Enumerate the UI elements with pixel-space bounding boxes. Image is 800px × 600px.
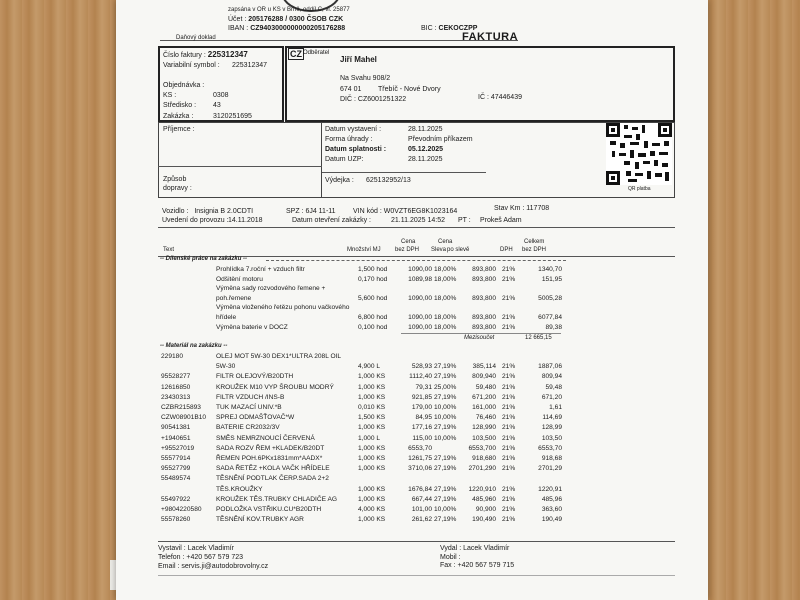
tax-date-label: Datum UZP: bbox=[325, 156, 364, 163]
cell-price: 6553,70 bbox=[408, 444, 432, 452]
cell-code: CZW08901B10 bbox=[161, 414, 207, 422]
center-label: Středisko : bbox=[163, 102, 197, 109]
ks-value: 0308 bbox=[213, 92, 229, 99]
variable-symbol-label: Variabilní symbol : bbox=[163, 62, 220, 69]
customer-city: Třebíč - Nové Dvory bbox=[378, 86, 441, 93]
center-value: 43 bbox=[213, 102, 221, 109]
cell-dph: 21% bbox=[502, 404, 516, 411]
tax-date-value: 28.11.2025 bbox=[408, 156, 443, 163]
email: Email : servis.ji@autodobrovolny.cz bbox=[158, 563, 269, 570]
cell-code: 55489574 bbox=[161, 475, 191, 483]
due-date-label: Datum splatnosti : bbox=[325, 146, 387, 153]
cell-code: 23430313 bbox=[161, 393, 191, 401]
cell-price: 1261,75 bbox=[408, 455, 432, 462]
cell-text: SADA ROZV ŘEM +KLADEK/B20DT bbox=[216, 444, 325, 452]
cell-text: SMĚS NEMRZNOUCÍ ČERVENÁ bbox=[216, 434, 315, 442]
shipping-label-2: dopravy : bbox=[163, 185, 192, 192]
table-row bbox=[116, 384, 708, 393]
cell-text: KROUŽEK TĚS.TRUBKY CHLADIČE AG bbox=[216, 495, 338, 503]
cell-price: 528,93 bbox=[411, 363, 432, 371]
table-row bbox=[116, 394, 708, 403]
table-row bbox=[116, 486, 708, 495]
cell-price: 921,85 bbox=[411, 393, 432, 401]
cell-dph: 21% bbox=[502, 266, 516, 273]
payment-method-value: Převodním příkazem bbox=[408, 136, 473, 143]
table-row bbox=[116, 324, 708, 333]
invoice-number: Číslo faktury : 225312347 bbox=[163, 50, 248, 59]
cell-code: +95527019 bbox=[161, 444, 195, 452]
first-registration-value: 14.11.2018 bbox=[228, 217, 263, 224]
order-label: Objednávka : bbox=[163, 82, 205, 89]
issued-by: Vystavil : Lacek Vladimír bbox=[158, 545, 234, 552]
cell-qty: 1,500 hod bbox=[358, 266, 388, 273]
cell-disc: 27,19% bbox=[434, 373, 457, 381]
cell-disc: 10,00% bbox=[434, 434, 457, 442]
due-date-value: 05.12.2025 bbox=[408, 146, 444, 153]
cell-dph: 21% bbox=[502, 383, 516, 391]
technician-label: PT : bbox=[458, 217, 471, 224]
cell-total: 1887,06 bbox=[538, 363, 562, 371]
cell-text: PODLOŽKA VSTŘIKU.CU*B20DTH bbox=[216, 506, 322, 513]
cell-dph: 21% bbox=[502, 314, 516, 321]
issue-date-label: Datum vystavení : bbox=[325, 126, 382, 133]
cell-total: 128,99 bbox=[541, 424, 562, 432]
table-row bbox=[116, 424, 708, 433]
cell-disc: 27,19% bbox=[434, 465, 457, 473]
cell-qty: 1,000 KS bbox=[358, 455, 386, 462]
qr-payment-code bbox=[606, 123, 672, 185]
col-price: Cena bbox=[401, 239, 416, 245]
table-row bbox=[116, 353, 708, 362]
shipping-label: Způsob bbox=[163, 176, 187, 183]
vehicle-divider bbox=[158, 227, 675, 228]
cell-dph: 21% bbox=[502, 275, 516, 283]
job-value: 3120251695 bbox=[213, 113, 252, 120]
col-discount: Sleva bbox=[431, 247, 447, 253]
cell-disc: 27,19% bbox=[434, 455, 457, 462]
cell-after: 893,800 bbox=[472, 314, 496, 321]
cell-text: ŘEMEN POH.6PKx1831mm*AADX* bbox=[216, 455, 323, 462]
subtotal-line bbox=[401, 333, 561, 334]
customer-zip: 674 01 bbox=[340, 86, 362, 93]
cell-price: 1090,00 bbox=[408, 266, 432, 273]
dates-divider bbox=[322, 172, 486, 173]
cell-dph: 21% bbox=[502, 465, 516, 473]
table-row bbox=[116, 435, 708, 444]
cell-total: 671,20 bbox=[541, 393, 562, 401]
phone: Telefon : +420 567 579 723 bbox=[158, 554, 244, 561]
customer-name: Jiří Mahel bbox=[340, 55, 377, 64]
cell-total: 6077,84 bbox=[538, 314, 562, 321]
cell-price: 1676,84 bbox=[408, 485, 432, 493]
fax: Fax : +420 567 579 715 bbox=[440, 562, 515, 569]
cell-disc: 10,00% bbox=[434, 506, 457, 513]
cell-after: 893,800 bbox=[472, 294, 496, 302]
cell-total: 89,38 bbox=[545, 323, 562, 331]
table-row bbox=[116, 414, 708, 423]
customer-ic: IČ : 47446439 bbox=[478, 94, 522, 101]
vehicle-line: Vozidlo : Insignia B 2.0CDTI bbox=[162, 208, 254, 215]
cell-disc: 27,19% bbox=[434, 424, 457, 432]
cell-code: 95527799 bbox=[161, 465, 191, 473]
cell-disc: 18,00% bbox=[434, 275, 457, 283]
customer-dic: DIČ : CZ6001251322 bbox=[340, 96, 407, 103]
technician-value: Prokeš Adam bbox=[480, 217, 522, 224]
cell-text: Výměna baterie v DOCZ bbox=[216, 323, 288, 331]
cell-dph: 21% bbox=[502, 495, 516, 503]
cell-after: 893,800 bbox=[472, 323, 496, 331]
cell-after: 2701,290 bbox=[468, 465, 496, 473]
cell-qty: 6,800 hod bbox=[358, 314, 388, 321]
cell-after: 76,460 bbox=[475, 414, 496, 422]
cell-price: 84,95 bbox=[415, 414, 432, 422]
cell-disc: 27,19% bbox=[434, 485, 457, 493]
cell-after: 918,680 bbox=[472, 455, 496, 462]
cell-text: 5W-30 bbox=[216, 363, 236, 371]
cell-qty: 1,000 KS bbox=[358, 485, 386, 493]
cell-after: 128,990 bbox=[472, 424, 496, 432]
table-row bbox=[116, 363, 708, 372]
cell-text: KROUŽEK M10 VYP ŠROUBU MODRÝ bbox=[216, 383, 334, 391]
job-label: Zakázka : bbox=[163, 113, 194, 120]
cell-after: 809,940 bbox=[472, 373, 496, 381]
cell-qty: 1,000 KS bbox=[358, 373, 386, 381]
cell-text: SPREJ ODMAŠŤOVAČ*W bbox=[216, 414, 295, 422]
variable-symbol-value: 225312347 bbox=[232, 62, 268, 69]
cell-price: 1089,98 bbox=[408, 275, 432, 283]
cell-after: 90,900 bbox=[475, 506, 496, 513]
cell-qty: 1,000 KS bbox=[358, 516, 386, 524]
cell-qty: 1,000 KS bbox=[358, 465, 386, 473]
recipient-divider bbox=[158, 166, 322, 167]
cell-dph: 21% bbox=[502, 444, 516, 452]
col-price-after: Cena bbox=[438, 239, 453, 245]
cell-qty: 4,900 L bbox=[358, 363, 380, 371]
cell-total: 363,60 bbox=[541, 506, 562, 513]
cell-code: 55578260 bbox=[161, 516, 191, 524]
table-row bbox=[116, 314, 708, 323]
cell-text: Výměna vloženého řetězu pohonu vačkového bbox=[216, 304, 350, 312]
mobile: Mobil : bbox=[440, 554, 461, 561]
cell-price: 1090,00 bbox=[408, 323, 432, 331]
cell-after: 6553,700 bbox=[468, 444, 496, 452]
cell-qty: 1,500 KS bbox=[358, 414, 386, 422]
cell-total: 1340,70 bbox=[538, 266, 562, 273]
cell-after: 671,200 bbox=[472, 393, 496, 401]
footer-divider bbox=[158, 541, 675, 542]
cell-total: 6553,70 bbox=[538, 444, 562, 452]
cell-code: +1940651 bbox=[161, 434, 191, 442]
cell-dph: 21% bbox=[502, 455, 516, 462]
cell-text: TĚSNĚNÍ PODTLAK ČERP.SADA 2+2 bbox=[216, 475, 329, 483]
cell-disc: 27,19% bbox=[434, 516, 457, 524]
cell-total: 485,96 bbox=[541, 495, 562, 503]
country-badge: CZ bbox=[290, 49, 302, 59]
cell-total: 918,68 bbox=[541, 455, 562, 462]
cell-price: 3710,06 bbox=[408, 465, 432, 473]
cell-code: 55497922 bbox=[161, 495, 191, 503]
cell-after: 59,480 bbox=[475, 383, 496, 391]
cell-text: poh.řemene bbox=[216, 294, 252, 302]
table-row bbox=[116, 285, 708, 294]
cell-price: 101,00 bbox=[411, 506, 432, 513]
iban-line: IBAN : CZ9403000000000205176288 bbox=[228, 25, 346, 32]
cell-qty: 0,010 KS bbox=[358, 404, 386, 411]
cell-dph: 21% bbox=[502, 294, 516, 302]
cell-dph: 21% bbox=[502, 323, 516, 331]
issue-date-value: 28.11.2025 bbox=[408, 126, 443, 133]
col-vat: DPH bbox=[500, 247, 513, 253]
company-register-line: zapsána v OR u KS v Brně, oddíl C, vl. 25877 bbox=[228, 7, 350, 13]
cell-text: SADA ŘETĚZ +KOLA VAČK HŘÍDELE bbox=[216, 465, 330, 473]
cell-qty: 4,000 KS bbox=[358, 506, 386, 513]
cell-code: +9804220580 bbox=[161, 506, 202, 513]
table-row bbox=[116, 465, 708, 474]
section-work-dash bbox=[266, 260, 566, 261]
cell-after: 893,800 bbox=[472, 266, 496, 273]
job-opened-label: Datum otevření zakázky : bbox=[292, 217, 371, 224]
first-registration-label: Uvedení do provozu : bbox=[162, 217, 229, 224]
ks-label: KS : bbox=[163, 92, 177, 99]
released-by: Vydal : Lacek Vladimír bbox=[440, 545, 510, 552]
cell-text: TĚS.KROUŽKY bbox=[216, 485, 263, 493]
cell-text: FILTR VZDUCH /INS-B bbox=[216, 393, 285, 401]
cell-total: 1220,91 bbox=[538, 485, 562, 493]
cell-qty: 1,000 KS bbox=[358, 383, 386, 391]
cell-code: 95528277 bbox=[161, 373, 191, 381]
cell-price: 179,00 bbox=[411, 404, 432, 411]
table-row bbox=[116, 445, 708, 454]
cell-text: FILTR OLEJOVÝ/B20DTH bbox=[216, 373, 294, 381]
cell-total: 1,61 bbox=[549, 404, 562, 411]
cell-disc: 25,00% bbox=[434, 383, 457, 391]
cell-price: 115,00 bbox=[412, 434, 432, 442]
plate-number: SPZ : 6J4 11-11 bbox=[286, 208, 336, 215]
cell-after: 485,960 bbox=[472, 495, 496, 503]
cell-price: 667,44 bbox=[411, 495, 432, 503]
cell-price: 1090,00 bbox=[408, 314, 432, 321]
dispatch-value: 625132952/13 bbox=[366, 177, 411, 184]
cell-total: 5005,28 bbox=[538, 294, 562, 302]
cell-dph: 21% bbox=[502, 414, 516, 422]
cell-code: 55577914 bbox=[161, 455, 191, 462]
account-line: Účet : 205176288 / 0300 ČSOB CZK bbox=[228, 16, 344, 23]
col-price-sub: bez DPH bbox=[395, 247, 420, 253]
cell-total: 2701,29 bbox=[538, 465, 562, 473]
cell-disc: 10,00% bbox=[434, 414, 457, 422]
cell-text: BATERIE CR2032/3V bbox=[216, 424, 280, 432]
cell-text: hřídele bbox=[216, 314, 237, 321]
cell-after: 103,500 bbox=[472, 434, 496, 442]
cell-after: 385,114 bbox=[472, 363, 496, 371]
table-row bbox=[116, 304, 708, 313]
cell-total: 151,95 bbox=[541, 275, 562, 283]
cell-disc: 18,00% bbox=[434, 314, 457, 321]
customer-label: Odběratel bbox=[303, 50, 330, 56]
table-row bbox=[116, 276, 708, 285]
cell-text: TĚSNĚNÍ KOV.TRUBKY AGR bbox=[216, 516, 304, 524]
customer-street: Na Svahu 908/2 bbox=[340, 75, 391, 82]
table-row bbox=[116, 455, 708, 464]
cell-price: 1090,00 bbox=[408, 294, 432, 302]
cell-text: Odšitění motoru bbox=[216, 275, 263, 283]
invoice-title: FAKTURA bbox=[462, 31, 519, 43]
job-opened-value: 21.11.2025 14:52 bbox=[391, 217, 445, 224]
cell-qty: 1,000 KS bbox=[358, 495, 386, 503]
cell-price: 177,16 bbox=[411, 424, 432, 432]
cell-qty: 1,000 KS bbox=[358, 444, 386, 452]
cell-after: 161,000 bbox=[472, 404, 496, 411]
cell-qty: 1,000 L bbox=[358, 434, 380, 442]
cell-qty: 5,600 hod bbox=[358, 294, 388, 302]
cell-text: TUK MAZACÍ UNIV.*B bbox=[216, 404, 282, 411]
cell-dph: 21% bbox=[502, 393, 516, 401]
cell-qty: 0,100 hod bbox=[358, 323, 388, 331]
dispatch-label: Výdejka : bbox=[325, 177, 354, 184]
mileage: Stav Km : 117708 bbox=[494, 205, 550, 212]
tax-document-label: Daňový doklad bbox=[176, 35, 216, 41]
cell-price: 79,31 bbox=[415, 383, 432, 391]
col-total-sub: bez DPH bbox=[522, 247, 547, 253]
cell-dph: 21% bbox=[502, 373, 516, 381]
cell-qty: 1,000 KS bbox=[358, 393, 386, 401]
cell-qty: 1,000 KS bbox=[358, 424, 386, 432]
cell-qty: 0,170 hod bbox=[358, 275, 388, 283]
cell-text: Prohlídka 7.roční + vzduch filtr bbox=[216, 266, 305, 273]
col-text: Text bbox=[163, 247, 175, 253]
table-row bbox=[116, 266, 708, 275]
subtotal-value: 12 665,15 bbox=[525, 335, 552, 341]
cell-after: 190,490 bbox=[472, 516, 496, 524]
qr-label: QR platba bbox=[628, 186, 651, 192]
cell-dph: 21% bbox=[502, 506, 516, 513]
table-row bbox=[116, 373, 708, 382]
cell-total: 190,49 bbox=[541, 516, 562, 524]
table-row bbox=[116, 404, 708, 413]
cell-text: OLEJ MOT 5W-30 DEX1*ULTRA 208L OIL bbox=[216, 353, 342, 360]
col-price-after-sub: po slevě bbox=[447, 247, 470, 253]
table-row bbox=[116, 496, 708, 505]
table-row bbox=[116, 506, 708, 515]
table-row bbox=[116, 516, 708, 525]
cell-code: 229180 bbox=[161, 353, 184, 360]
cell-dph: 21% bbox=[502, 516, 516, 524]
cell-code: CZBR215893 bbox=[161, 404, 201, 411]
cell-disc: 18,00% bbox=[434, 323, 457, 331]
cell-text: Výměna sady rozvodového řemene + bbox=[216, 285, 326, 293]
bic-line: BIC : CEKOCZPP bbox=[421, 25, 478, 32]
cell-after: 893,800 bbox=[472, 275, 496, 283]
cell-code: 90541381 bbox=[161, 424, 191, 432]
cell-total: 114,69 bbox=[542, 414, 562, 422]
cell-disc: 18,00% bbox=[434, 266, 457, 273]
cell-total: 59,48 bbox=[545, 383, 562, 391]
cell-price: 261,62 bbox=[411, 516, 432, 524]
vin-code: VIN kód : W0VZT6EG8K1023164 bbox=[353, 208, 458, 215]
cell-price: 1112,40 bbox=[409, 373, 432, 381]
cell-dph: 21% bbox=[502, 363, 516, 371]
payment-method-label: Forma úhrady : bbox=[325, 136, 373, 143]
table-row bbox=[116, 475, 708, 484]
cell-disc: 10,00% bbox=[434, 404, 457, 411]
cell-disc: 27,19% bbox=[434, 363, 457, 371]
section-material-title: -- Materiál na zakázku -- bbox=[160, 343, 228, 349]
cell-dph: 21% bbox=[502, 434, 516, 442]
cell-disc: 27,19% bbox=[434, 393, 457, 401]
invoice-document bbox=[116, 0, 708, 600]
col-quantity: Množství MJ bbox=[347, 247, 381, 253]
cell-dph: 21% bbox=[502, 485, 516, 493]
col-total: Celkem bbox=[524, 239, 545, 245]
section-work-title: -- Dílenské práce na zakázku -- bbox=[160, 256, 248, 262]
recipient-label: Příjemce : bbox=[163, 126, 195, 133]
cell-dph: 21% bbox=[502, 424, 516, 432]
cell-disc: 18,00% bbox=[434, 294, 457, 302]
cell-after: 1220,910 bbox=[468, 485, 496, 493]
subtotal-label: Mezisoučet bbox=[464, 335, 495, 341]
table-row bbox=[116, 295, 708, 304]
cell-code: 12616850 bbox=[161, 383, 191, 391]
cell-total: 103,50 bbox=[541, 434, 562, 442]
bottom-rule bbox=[158, 575, 675, 576]
cell-total: 809,94 bbox=[541, 373, 562, 381]
cell-disc: 27,19% bbox=[434, 495, 457, 503]
